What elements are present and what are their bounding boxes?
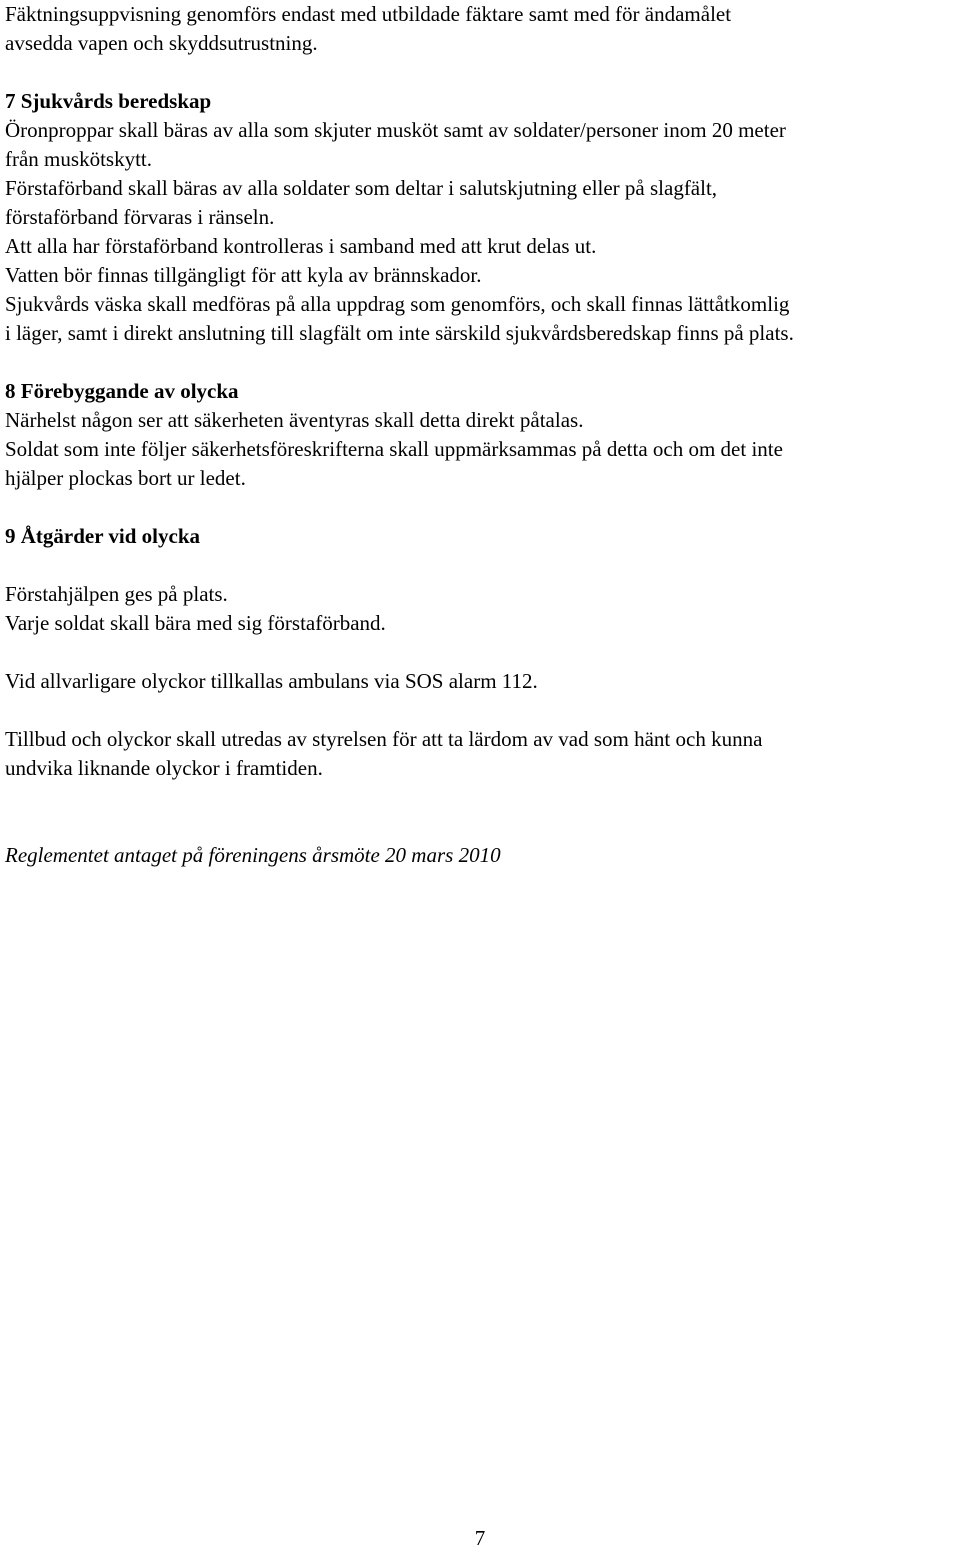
section-7-line: i läger, samt i direkt anslutning till slagfält om inte särskild sjukvårdsberedskap finns på plats.: [5, 321, 794, 345]
section-7-line: Sjukvårds väska skall medföras på alla uppdrag som genomförs, och skall finnas lättåtkomlig: [5, 292, 790, 316]
section-8-heading: 8 Förebyggande av olycka: [5, 379, 239, 403]
section-7-line: Vatten bör finnas tillgängligt för att kyla av brännskador.: [5, 263, 482, 287]
document-page: [5, 0, 955, 870]
ambulance-line: Vid allvarligare olyckor tillkallas ambulans via SOS alarm 112.: [5, 669, 538, 693]
spacer: [5, 493, 955, 522]
section-9: [5, 522, 955, 783]
section-9-line: Förstahjälpen ges på plats.: [5, 582, 228, 606]
section-9-line: Varje soldat skall bära med sig förstaförband.: [5, 611, 386, 635]
spacer: [5, 551, 955, 580]
section-8-line: Soldat som inte följer säkerhetsföreskrifterna skall uppmärksammas på detta och om det inte: [5, 437, 783, 461]
spacer: [5, 638, 955, 667]
section-7-line: Förstaförband skall bäras av alla soldater som deltar i salutskjutning eller på slagfält,: [5, 176, 718, 200]
section-8-line: hjälper plockas bort ur ledet.: [5, 466, 246, 490]
section-7-line: förstaförband förvaras i ränseln.: [5, 205, 275, 229]
section-7-line: från muskötskytt.: [5, 147, 152, 171]
intro-line: avsedda vapen och skyddsutrustning.: [5, 31, 318, 55]
page-number: 7: [474, 1526, 486, 1550]
followup-line: Tillbud och olyckor skall utredas av styrelsen för att ta lärdom av vad som hänt och kunna: [5, 727, 763, 751]
section-7-line: Att alla har förstaförband kontrolleras i samband med att krut delas ut.: [5, 234, 597, 258]
intro-paragraph: [5, 0, 955, 58]
followup-line: undvika liknande olyckor i framtiden.: [5, 756, 323, 780]
spacer: [5, 58, 955, 87]
section-8: [5, 377, 955, 493]
spacer: [5, 783, 955, 812]
spacer: [5, 812, 955, 841]
section-7-heading: 7 Sjukvårds beredskap: [5, 89, 212, 113]
intro-line: Fäktningsuppvisning genomförs endast med utbildade fäktare samt med för ändamålet: [5, 2, 732, 26]
spacer: [5, 348, 955, 377]
section-7-line: Öronproppar skall bäras av alla som skjuter musköt samt av soldater/personer inom 20 meter: [5, 118, 786, 142]
spacer: [5, 696, 955, 725]
section-8-line: Närhelst någon ser att säkerheten äventyras skall detta direkt påtalas.: [5, 408, 584, 432]
section-9-heading: 9 Åtgärder vid olycka: [5, 524, 201, 548]
adoption-note: Reglementet antaget på föreningens årsmöte 20 mars 2010: [5, 843, 501, 867]
section-7: [5, 87, 955, 348]
